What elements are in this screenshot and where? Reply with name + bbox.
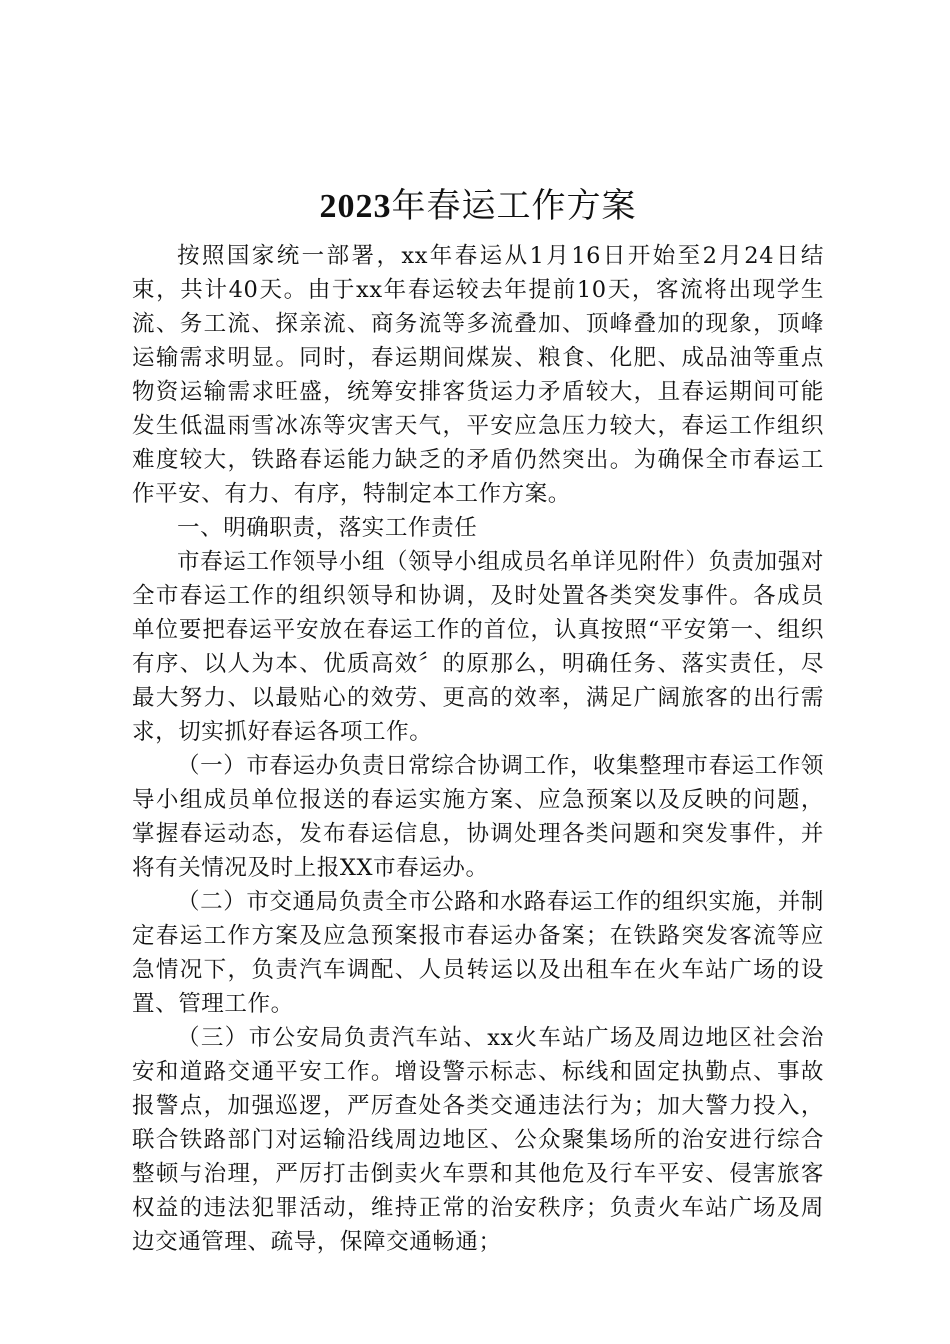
title-text: 年春运工作方案 bbox=[391, 186, 637, 226]
item-paragraph: （一）市春运办负责日常综合协调工作，收集整理市春运工作领导小组成员单位报送的春运实施方案、应急预案以及反映的问题，掌握春运动态，发布春运信息，协调处理各类问题和突发事件，并将有关情况及时上报XX市春运办。 bbox=[132, 753, 824, 881]
section-heading: 一、明确职责，落实工作责任 bbox=[177, 515, 478, 541]
document-body bbox=[132, 180, 824, 1259]
title-year: 2023 bbox=[319, 188, 392, 225]
body-paragraph: 市春运工作领导小组（领导小组成员名单详见附件）负责加强对全市春运工作的组织领导和协调，及时处置各类突发事件。各成员单位要把春运平安放在春运工作的首位，认真按照“平安第一、组织有序、以人为本、优质高效〞的原那么，明确任务、落实责任，尽最大努力、以最贴心的效劳、更高的效率，满足广阔旅客的出行需求，切实抓好春运各项工作。 bbox=[132, 549, 824, 745]
intro-paragraph: 按照国家统一部署，xx年春运从1月16日开始至2月24日结束，共计40天。由于xx年春运较去年提前10天，客流将出现学生流、务工流、探亲流、商务流等多流叠加、顶峰叠加的现象，顶峰运输需求明显。同时，春运期间煤炭、粮食、化肥、成品油等重点物资运输需求旺盛，统筹安排客货运力矛盾较大，且春运期间可能发生低温雨雪冰冻等灾害天气，平安应急压力较大，春运工作组织难度较大，铁路春运能力缺乏的矛盾仍然突出。为确保全市春运工作平安、有力、有序，特制定本工作方案。 bbox=[132, 243, 824, 507]
document-title bbox=[132, 180, 824, 233]
item-paragraph: （二）市交通局负责全市公路和水路春运工作的组织实施，并制定春运工作方案及应急预案报市春运办备案；在铁路突发客流等应急情况下，负责汽车调配、人员转运以及出租车在火车站广场的设置、管理工作。 bbox=[132, 889, 824, 1017]
item-paragraph: （三）市公安局负责汽车站、xx火车站广场及周边地区社会治安和道路交通平安工作。增设警示标志、标线和固定执勤点、事故报警点，加强巡逻，严厉查处各类交通违法行为；加大警力投入，联合铁路部门对运输沿线周边地区、公众聚集场所的治安进行综合整顿与治理，严厉打击倒卖火车票和其他危及行车平安、侵害旅客权益的违法犯罪活动，维持正常的治安秩序；负责火车站广场及周边交通管理、疏导，保障交通畅通； bbox=[132, 1025, 824, 1255]
